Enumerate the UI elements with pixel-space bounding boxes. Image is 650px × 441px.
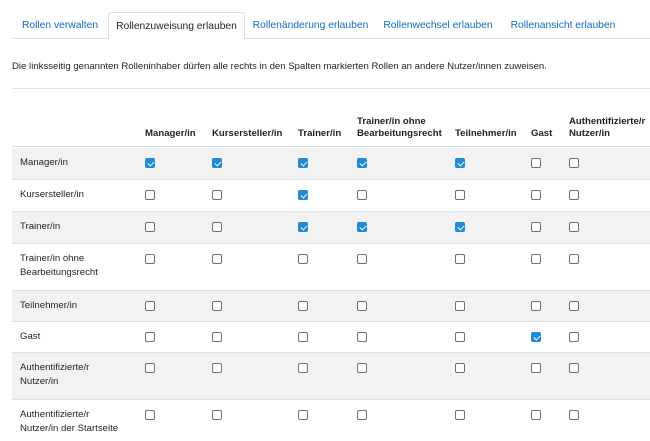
table-row [12, 353, 650, 400]
role-checkbox[interactable] [145, 254, 155, 264]
tab-label: Rollenansicht erlauben [510, 20, 616, 31]
table-row [12, 180, 650, 212]
role-checkbox[interactable] [455, 410, 465, 420]
tab-allow-role-views[interactable] [500, 12, 626, 39]
role-checkbox[interactable] [455, 222, 465, 232]
role-checkbox[interactable] [212, 301, 222, 311]
row-label: Authentifizierte/r Nutzer/in der Startseite [20, 409, 119, 434]
table-row [12, 322, 650, 353]
role-checkbox[interactable] [357, 254, 367, 264]
tab-label: Rollenzuweisung erlauben [116, 21, 237, 32]
row-label: Teilnehmer/in [20, 300, 78, 311]
role-checkbox[interactable] [531, 363, 541, 373]
role-checkbox[interactable] [569, 158, 579, 168]
role-checkbox[interactable] [569, 254, 579, 264]
role-checkbox[interactable] [455, 301, 465, 311]
row-label: Kursersteller/in [20, 189, 84, 200]
table-row [12, 291, 650, 322]
role-checkbox[interactable] [212, 363, 222, 373]
row-label: Trainer/in [20, 221, 61, 232]
role-checkbox[interactable] [145, 363, 155, 373]
role-checkbox[interactable] [145, 332, 155, 342]
table-row [12, 212, 650, 244]
role-checkbox[interactable] [531, 410, 541, 420]
role-checkbox[interactable] [455, 254, 465, 264]
role-checkbox[interactable] [357, 190, 367, 200]
role-checkbox[interactable] [455, 332, 465, 342]
tab-label: Rollen verwalten [21, 20, 99, 31]
role-checkbox[interactable] [357, 410, 367, 420]
intro-text: Die linksseitig genannten Rolleninhaber dürfen alle rechts in den Spalten markierten Rollen an andere Nutzer/innen zuweisen. [12, 61, 547, 72]
role-checkbox[interactable] [298, 301, 308, 311]
row-label: Manager/in [20, 157, 68, 168]
row-label: Authentifizierte/r Nutzer/in [20, 362, 90, 387]
role-checkbox[interactable] [145, 410, 155, 420]
column-header: Trainer/in [298, 128, 342, 139]
role-checkbox[interactable] [212, 254, 222, 264]
role-checkbox[interactable] [569, 410, 579, 420]
role-checkbox[interactable] [298, 254, 308, 264]
role-checkbox[interactable] [357, 301, 367, 311]
role-checkbox[interactable] [455, 190, 465, 200]
tab-allow-role-overrides[interactable] [245, 12, 376, 39]
role-checkbox[interactable] [357, 363, 367, 373]
column-header: Kursersteller/in [212, 128, 283, 139]
tab-allow-role-switches[interactable] [376, 12, 500, 39]
column-header: Gast [531, 128, 553, 139]
role-checkbox[interactable] [569, 190, 579, 200]
role-checkbox[interactable] [455, 363, 465, 373]
tab-allow-role-assignments[interactable] [108, 12, 245, 40]
row-label: Gast [20, 331, 41, 342]
role-checkbox[interactable] [357, 158, 367, 168]
table-row [12, 244, 650, 291]
role-checkbox[interactable] [531, 190, 541, 200]
role-checkbox[interactable] [145, 190, 155, 200]
table-header [12, 105, 650, 147]
divider [12, 88, 650, 89]
table-row [12, 400, 650, 441]
role-checkbox[interactable] [298, 190, 308, 200]
role-checkbox[interactable] [455, 158, 465, 168]
role-checkbox[interactable] [357, 332, 367, 342]
role-checkbox[interactable] [298, 158, 308, 168]
role-checkbox[interactable] [298, 363, 308, 373]
role-checkbox[interactable] [298, 222, 308, 232]
role-checkbox[interactable] [212, 332, 222, 342]
column-header: Trainer/in ohne Bearbeitungsrecht [357, 116, 442, 139]
tab-label: Rollenänderung erlauben [252, 20, 369, 31]
role-checkbox[interactable] [212, 190, 222, 200]
column-header: Authentifizierte/r Nutzer/in [569, 116, 646, 139]
role-checkbox[interactable] [145, 222, 155, 232]
role-tabs [12, 12, 650, 39]
role-checkbox[interactable] [569, 363, 579, 373]
role-checkbox[interactable] [212, 158, 222, 168]
role-checkbox[interactable] [145, 158, 155, 168]
column-header: Manager/in [145, 128, 196, 139]
role-checkbox[interactable] [569, 301, 579, 311]
role-checkbox[interactable] [298, 410, 308, 420]
row-label: Trainer/in ohne Bearbeitungsrecht [20, 253, 98, 278]
table-row [12, 148, 650, 180]
tab-manage-roles[interactable] [12, 12, 108, 39]
role-checkbox[interactable] [569, 222, 579, 232]
role-checkbox[interactable] [145, 301, 155, 311]
role-checkbox[interactable] [212, 410, 222, 420]
role-checkbox[interactable] [531, 222, 541, 232]
role-checkbox[interactable] [357, 222, 367, 232]
role-checkbox[interactable] [569, 332, 579, 342]
column-header: Teilnehmer/in [455, 128, 517, 139]
role-checkbox[interactable] [298, 332, 308, 342]
role-checkbox[interactable] [531, 332, 541, 342]
role-checkbox[interactable] [212, 222, 222, 232]
tab-label: Rollenwechsel erlauben [383, 20, 493, 31]
role-checkbox[interactable] [531, 158, 541, 168]
role-checkbox[interactable] [531, 254, 541, 264]
role-checkbox[interactable] [531, 301, 541, 311]
